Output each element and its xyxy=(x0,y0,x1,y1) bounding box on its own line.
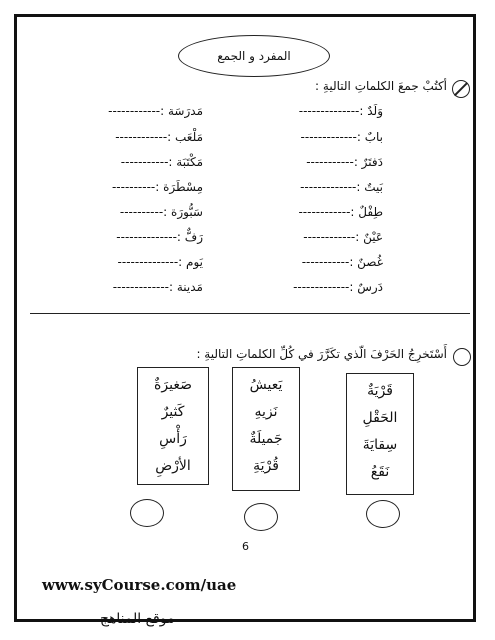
word: كَثيرٌ xyxy=(161,404,185,420)
word: نَزيهِ xyxy=(254,404,278,420)
section2-instruction: أَسْتَخرِجُ الحَرْفَ الّذي تكَرَّرَ في كُلِّ الكلماتِ التاليةِ : xyxy=(196,347,447,361)
exercise-item: بَيتٌ :------------- xyxy=(300,180,383,194)
exercise-item: مَدرَسَة :------------ xyxy=(108,104,203,118)
page-title: المفرد و الجمع xyxy=(178,35,330,77)
word: الحَقْلِ xyxy=(362,410,398,426)
page-number: 6 xyxy=(242,540,249,553)
exercise-item: طِفْلٌ :------------ xyxy=(298,205,383,219)
footer-site-name: موقع المناهج xyxy=(100,611,175,627)
exercise-item: مِسْطَرَة :---------- xyxy=(111,180,203,194)
exercise-item: مَلْعَب :------------ xyxy=(115,130,203,144)
word-box-3 xyxy=(137,367,209,485)
section1-instruction: أكتُبْ جمعَ الكلماتِ التاليةِ : xyxy=(315,79,447,93)
exercise-item: عَيْنٌ :------------ xyxy=(303,230,383,244)
answer-circle-1[interactable] xyxy=(366,500,400,528)
exercise-item: رَفٌّ :-------------- xyxy=(116,230,203,244)
answer-circle-3[interactable] xyxy=(130,499,164,527)
word: صَغيرَةٌ xyxy=(154,377,192,393)
section-divider xyxy=(30,313,470,314)
word: سِقايَةَ xyxy=(362,437,398,453)
footer-url[interactable]: www.syCourse.com/uae xyxy=(42,576,237,594)
word: قُرْيَةِ xyxy=(253,458,279,474)
exercise-item: سَبُّورَة :---------- xyxy=(119,205,203,219)
exercise-item: مَدينة :------------- xyxy=(112,280,203,294)
word: قَرْيَةٌ xyxy=(367,383,393,399)
page-border xyxy=(14,14,476,622)
answer-circle-2[interactable] xyxy=(244,503,278,531)
exercise-item: مَكْتَبَة :----------- xyxy=(120,155,203,169)
question-bullet-icon xyxy=(453,348,471,366)
word: رَأْسِ xyxy=(159,431,187,447)
word-box-1 xyxy=(346,373,414,495)
word: نَقَعُ xyxy=(370,464,390,480)
exercise-item: وَلَدٌ :-------------- xyxy=(298,104,383,118)
exercise-item: غُصنٌ :----------- xyxy=(301,255,383,269)
word: جَميلَةٌ xyxy=(249,431,283,447)
exercise-item: بابٌ :------------- xyxy=(300,130,383,144)
exercise-item: دَفتَرٌ :----------- xyxy=(306,155,383,169)
word: يَعيشُ xyxy=(249,377,283,393)
word: الأرْضِ xyxy=(155,458,191,474)
word-box-2 xyxy=(232,367,300,491)
no-sign-icon xyxy=(452,80,470,98)
exercise-item: دَرسٌ :------------- xyxy=(293,280,383,294)
exercise-item: يَوم :-------------- xyxy=(117,255,203,269)
